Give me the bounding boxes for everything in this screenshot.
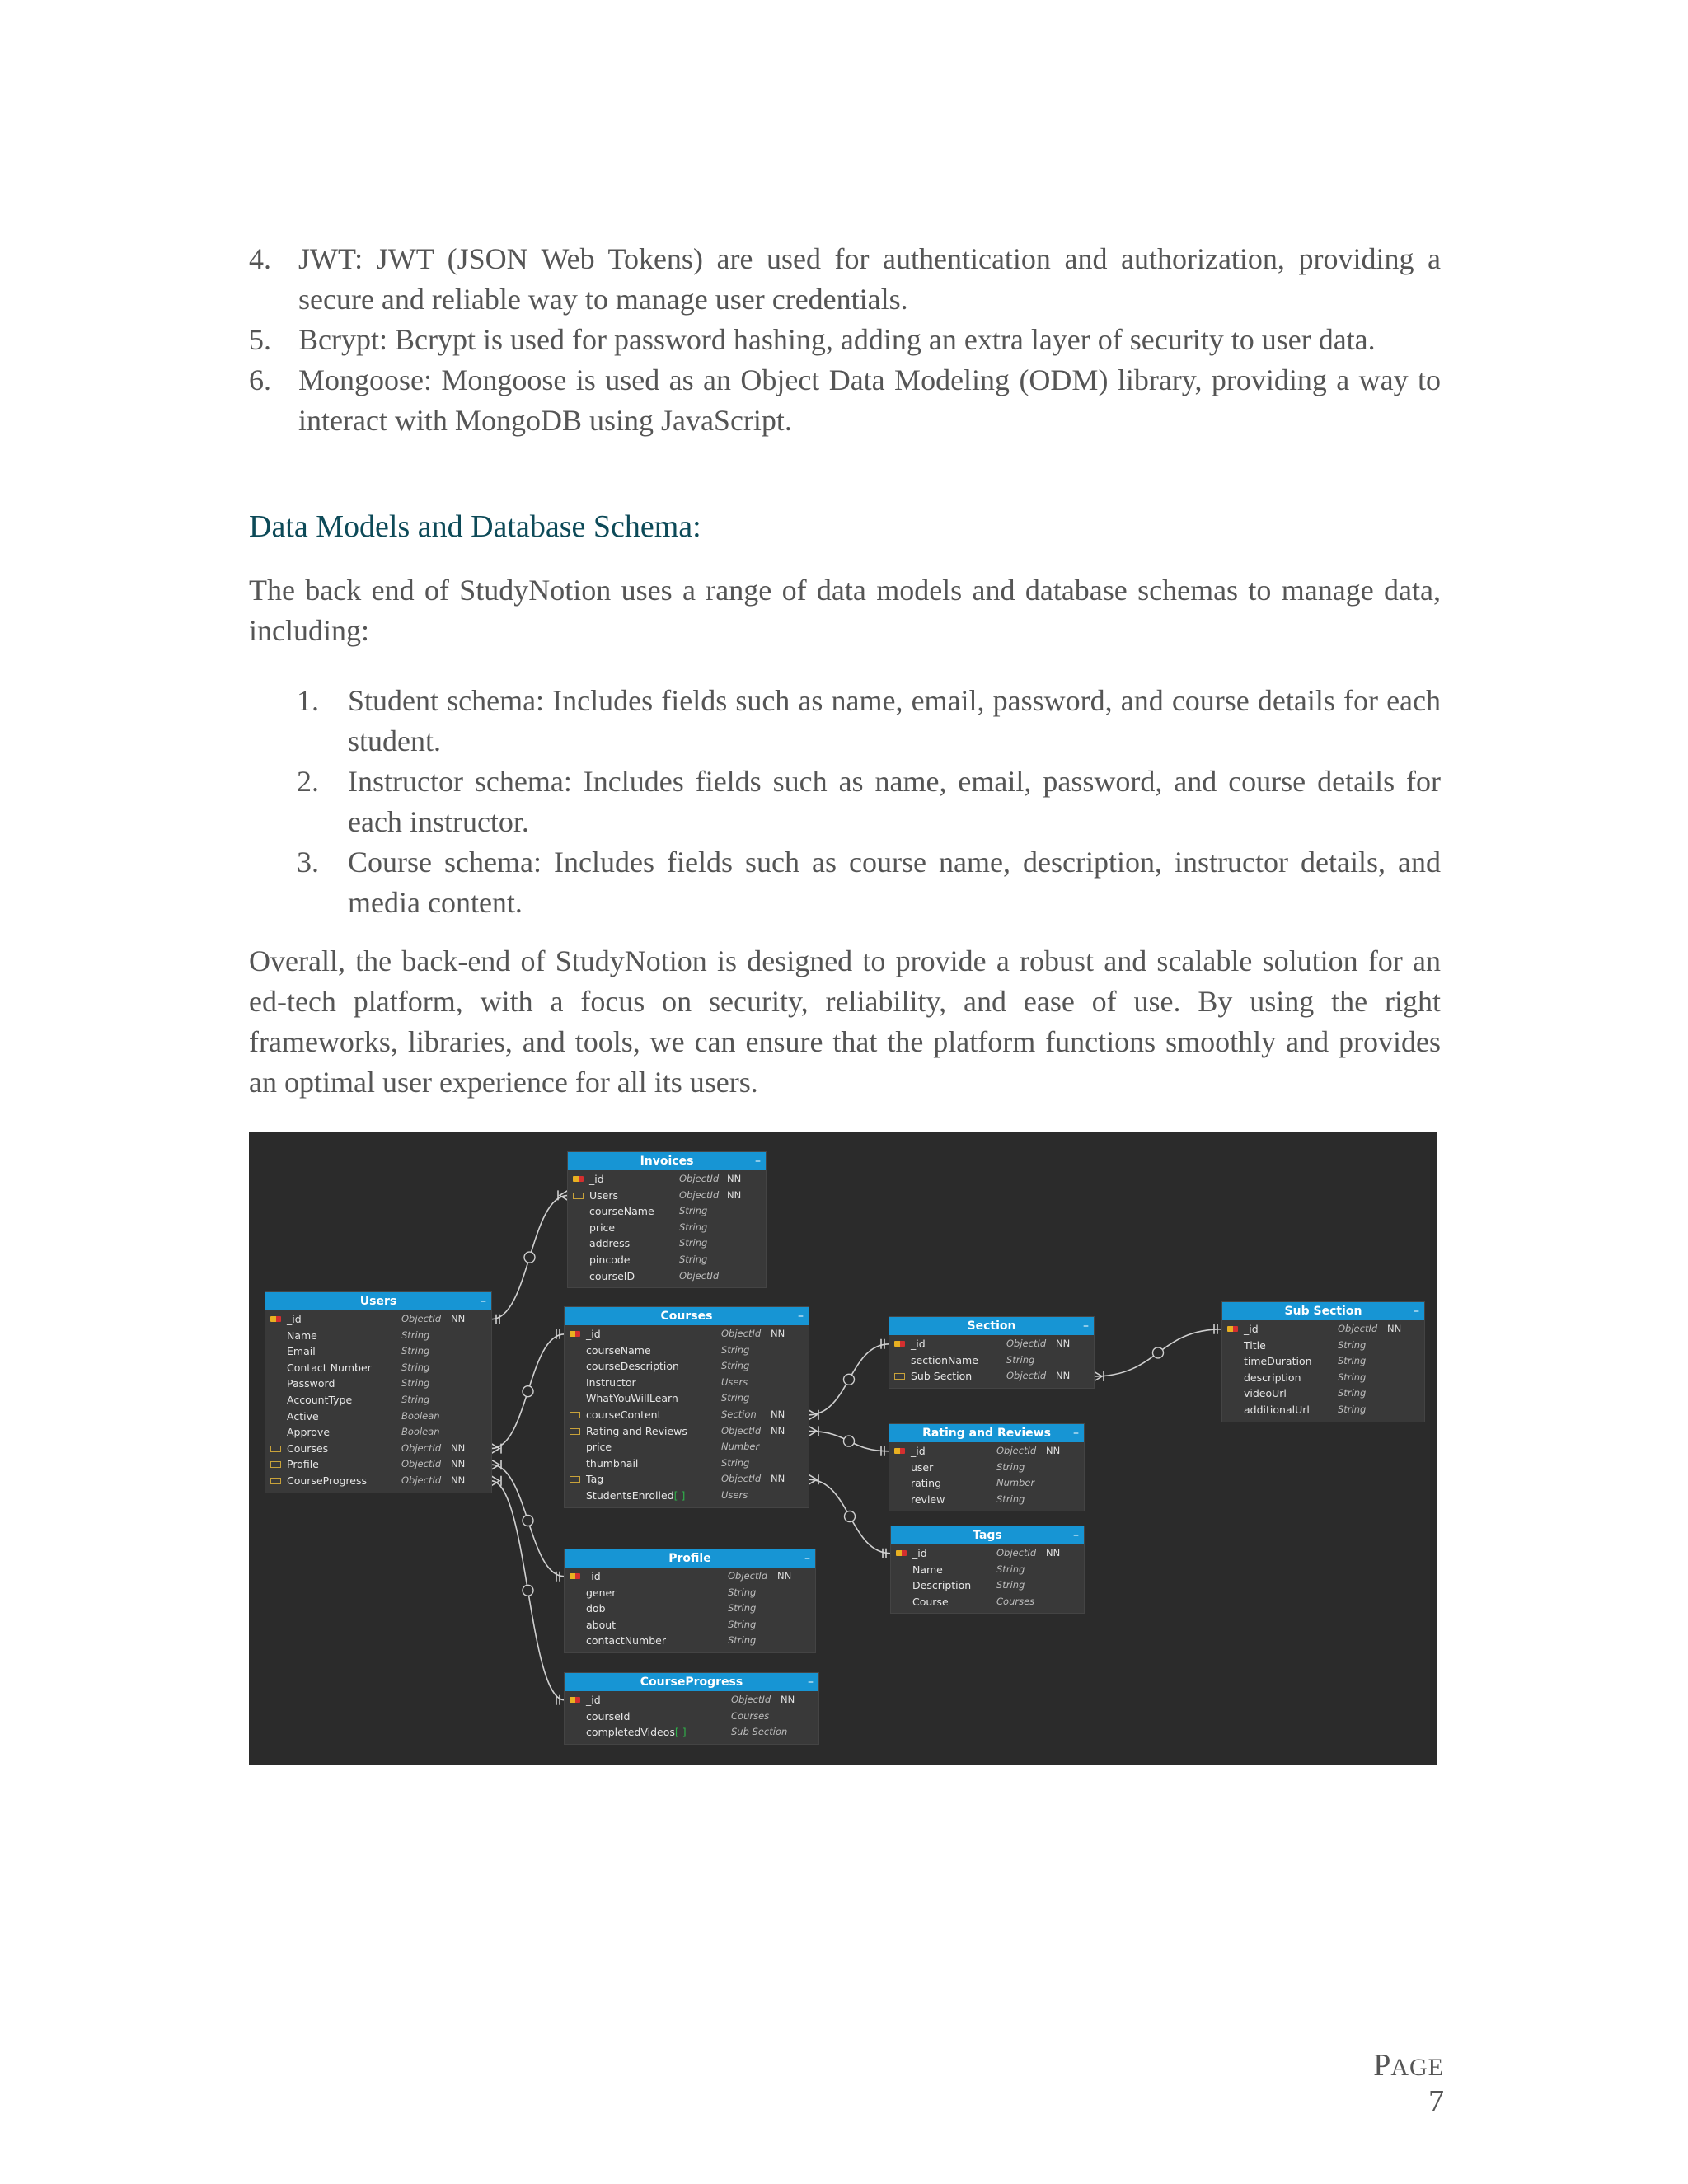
field-row[interactable] (565, 1585, 815, 1601)
field-type: Number (721, 1441, 760, 1453)
not-null-flag: NN (1387, 1323, 1402, 1334)
field-type: Courses (731, 1709, 770, 1722)
field-row[interactable] (891, 1577, 1084, 1594)
field-row[interactable] (265, 1360, 491, 1376)
not-null-flag: NN (781, 1694, 795, 1705)
field-name: Name (287, 1329, 317, 1342)
field-row[interactable] (568, 1220, 766, 1236)
field-type: String (679, 1237, 708, 1249)
section-heading: Data Models and Database Schema: (249, 509, 701, 544)
field-name: additionalUrl (1244, 1403, 1310, 1416)
foreign-key-icon (573, 1193, 584, 1199)
field-row[interactable] (265, 1424, 491, 1441)
field-name: pincode (589, 1253, 631, 1266)
entity-header[interactable] (889, 1317, 1094, 1335)
not-null-flag: NN (1056, 1370, 1071, 1382)
entity-users[interactable] (265, 1292, 491, 1493)
entity-courses[interactable] (565, 1307, 809, 1507)
not-null-flag: NN (727, 1188, 742, 1201)
not-null-flag: NN (451, 1458, 466, 1470)
not-null-flag: NN (771, 1473, 785, 1485)
field-type: ObjectId (401, 1313, 442, 1324)
foreign-key-icon (570, 1476, 580, 1483)
not-null-flag: NN (451, 1441, 466, 1454)
cardinality-marker (523, 1585, 533, 1596)
minimize-icon[interactable]: – (1073, 1529, 1079, 1542)
entity-title: Sub Section (1284, 1305, 1362, 1318)
field-type: String (1338, 1338, 1367, 1351)
field-row[interactable] (891, 1545, 1084, 1562)
field-list (565, 1568, 815, 1652)
field-name: contactNumber (586, 1634, 666, 1647)
primary-key-icon (570, 1573, 580, 1579)
field-name: Approve (287, 1426, 331, 1439)
field-type: Courses (996, 1595, 1035, 1607)
primary-key-icon (1227, 1326, 1238, 1332)
field-type: String (401, 1361, 430, 1373)
field-list (891, 1544, 1084, 1613)
field-row[interactable] (265, 1311, 491, 1328)
field-name: Password (287, 1377, 335, 1390)
field-type: String (721, 1343, 750, 1356)
field-row[interactable] (265, 1343, 491, 1360)
field-name: _id (911, 1445, 926, 1457)
field-name: courseContent (586, 1408, 662, 1421)
field-type: String (996, 1460, 1025, 1473)
field-name: _id (287, 1313, 302, 1325)
field-type: String (679, 1221, 708, 1233)
field-row[interactable] (565, 1439, 809, 1455)
field-row[interactable] (889, 1443, 1084, 1460)
er-diagram (249, 1132, 1437, 1765)
field-name: review (911, 1493, 945, 1506)
minimize-icon[interactable]: – (1414, 1305, 1419, 1318)
field-type: String (401, 1393, 430, 1405)
entity-courseprogress[interactable] (565, 1673, 818, 1744)
field-row[interactable] (565, 1488, 809, 1504)
field-name: price (586, 1441, 612, 1454)
entity-title: Invoices (640, 1155, 694, 1168)
minimize-icon[interactable]: – (481, 1295, 486, 1308)
field-name: description (1244, 1371, 1301, 1384)
field-row[interactable] (889, 1460, 1084, 1476)
field-row[interactable] (891, 1562, 1084, 1578)
primary-key-icon (570, 1331, 580, 1337)
field-row[interactable] (565, 1617, 815, 1633)
list-item: 5. Bcrypt: Bcrypt is used for password hashing, adding an extra layer of security to user data. (249, 323, 1376, 356)
cardinality-marker (524, 1252, 535, 1263)
field-type: String (679, 1205, 708, 1217)
minimize-icon[interactable]: – (804, 1552, 810, 1565)
field-type: String (721, 1360, 750, 1372)
entity-header[interactable] (565, 1307, 809, 1325)
relationship-line (496, 1315, 499, 1324)
field-name: Rating and Reviews (586, 1424, 687, 1437)
summary-paragraph: Overall, the back-end of StudyNotion is designed to provide a robust and scalable solution for an ed-tech platform, with a focus on security, reliability, and ease of use. By using the right frameworks, libraries, and tools, we can ensure that the platform functions smoothly and provides an optimal user experience for all its users. (249, 944, 1441, 1099)
field-row[interactable] (1222, 1321, 1424, 1338)
field-row[interactable] (565, 1455, 809, 1472)
field-name: _id (912, 1547, 927, 1559)
field-list (889, 1442, 1084, 1511)
not-null-flag: NN (771, 1408, 785, 1420)
field-name: videoUrl (1244, 1387, 1287, 1400)
field-name: gener (586, 1586, 617, 1599)
field-name: _id (586, 1694, 601, 1706)
field-type: ObjectId (401, 1441, 442, 1454)
field-row[interactable] (889, 1352, 1094, 1369)
entity-tags[interactable] (891, 1526, 1084, 1613)
field-type: Section (721, 1408, 757, 1420)
list-item: 1. Student schema: Includes fields such as name, email, password, and course details for each student. (297, 684, 1441, 757)
field-type: String (721, 1392, 750, 1404)
entity-title: Section (967, 1319, 1016, 1333)
field-row[interactable] (891, 1594, 1084, 1610)
field-name: courseDescription (586, 1360, 679, 1373)
field-type: String (1006, 1353, 1035, 1366)
field-row[interactable] (565, 1407, 809, 1423)
field-type: Boolean (401, 1409, 440, 1422)
field-type: ObjectId (1006, 1370, 1047, 1382)
not-null-flag: NN (1046, 1547, 1061, 1558)
array-bracket: [ ] (674, 1726, 687, 1739)
field-type: String (728, 1602, 757, 1615)
entity-title: CourseProgress (640, 1675, 743, 1689)
field-type: ObjectId (679, 1269, 720, 1282)
field-type: String (401, 1377, 430, 1390)
field-type: ObjectId (996, 1445, 1037, 1456)
primary-key-icon (570, 1697, 580, 1703)
field-row[interactable] (565, 1708, 818, 1725)
entity-title: Tags (973, 1529, 1002, 1542)
entity-header[interactable] (565, 1549, 815, 1568)
minimize-icon[interactable]: – (1073, 1427, 1079, 1440)
foreign-key-icon (570, 1428, 580, 1435)
field-row[interactable] (565, 1568, 815, 1585)
field-name: _id (589, 1173, 604, 1185)
foreign-key-icon (894, 1373, 905, 1380)
relationship-line (556, 1572, 560, 1582)
field-type: ObjectId (679, 1188, 720, 1201)
entity-invoices[interactable] (568, 1152, 766, 1287)
field-type: Users (721, 1488, 748, 1501)
field-row[interactable] (568, 1171, 766, 1188)
field-name: courseName (586, 1343, 651, 1357)
field-type: String (1338, 1371, 1367, 1383)
field-name: completedVideos[ ] (586, 1726, 687, 1739)
cardinality-marker (844, 1374, 855, 1385)
field-name: timeDuration (1244, 1355, 1312, 1368)
field-type: String (728, 1586, 757, 1598)
list-item: 2. Instructor schema: Includes fields such as name, email, password, and course details for each instructor. (297, 765, 1441, 838)
field-row[interactable] (889, 1475, 1084, 1492)
field-row[interactable] (889, 1492, 1084, 1508)
field-list (889, 1335, 1094, 1388)
field-row[interactable] (568, 1268, 766, 1285)
relationship-line (881, 1339, 884, 1349)
entity-header[interactable] (1222, 1302, 1424, 1320)
list-item: 6. Mongoose: Mongoose is used as an Object Data Modeling (ODM) library, providing a way to interact with MongoDB using JavaScript. (249, 363, 1441, 437)
field-type: Sub Section (731, 1726, 788, 1738)
field-name: StudentsEnrolled[ ] (586, 1488, 686, 1502)
field-name: thumbnail (586, 1456, 639, 1469)
schema-list (297, 681, 1441, 923)
page-number: PAGE 7 (1373, 2048, 1444, 2119)
foreign-key-icon (270, 1478, 281, 1484)
field-row[interactable] (568, 1203, 766, 1220)
not-null-flag: NN (1056, 1338, 1071, 1349)
field-type: String (1338, 1403, 1367, 1415)
minimize-icon[interactable]: – (1083, 1319, 1089, 1333)
field-name: about (586, 1618, 617, 1631)
field-row[interactable] (568, 1252, 766, 1268)
field-type: ObjectId (721, 1328, 762, 1339)
field-name: sectionName (911, 1353, 978, 1366)
foreign-key-icon (270, 1446, 281, 1452)
field-row[interactable] (565, 1724, 818, 1741)
field-row[interactable] (889, 1368, 1094, 1385)
field-type: ObjectId (731, 1694, 771, 1705)
field-name: _id (586, 1328, 601, 1340)
field-row[interactable] (889, 1336, 1094, 1352)
foreign-key-icon (570, 1412, 580, 1418)
field-row[interactable] (568, 1188, 766, 1204)
minimize-icon[interactable]: – (755, 1155, 761, 1168)
technology-list (249, 239, 1441, 441)
cardinality-marker (844, 1436, 855, 1446)
field-row[interactable] (1222, 1385, 1424, 1402)
entity-section[interactable] (889, 1317, 1094, 1388)
field-name: dob (586, 1602, 606, 1615)
field-type: String (996, 1493, 1025, 1505)
field-row[interactable] (565, 1358, 809, 1375)
field-row[interactable] (265, 1328, 491, 1344)
field-type: ObjectId (996, 1547, 1037, 1558)
not-null-flag: NN (1046, 1445, 1061, 1456)
field-list (1222, 1320, 1424, 1422)
field-type: ObjectId (1006, 1338, 1047, 1349)
field-type: Users (721, 1376, 748, 1388)
cardinality-marker (1153, 1347, 1164, 1358)
field-row[interactable] (265, 1473, 491, 1489)
field-row[interactable] (565, 1601, 815, 1617)
field-type: ObjectId (721, 1473, 762, 1485)
field-name: Email (287, 1345, 316, 1358)
primary-key-icon (573, 1176, 584, 1182)
primary-key-icon (270, 1316, 281, 1322)
entity-title: Rating and Reviews (922, 1427, 1051, 1440)
primary-key-icon (894, 1448, 905, 1454)
field-row[interactable] (265, 1376, 491, 1392)
field-row[interactable] (1222, 1338, 1424, 1354)
cardinality-marker (523, 1516, 533, 1526)
field-name: Name (912, 1563, 943, 1576)
list-item: 3. Course schema: Includes fields such as course name, description, instructor details, and media content. (297, 846, 1441, 919)
field-name: Contact Number (287, 1361, 372, 1374)
field-name: address (589, 1237, 631, 1250)
entity-title: Users (359, 1295, 397, 1308)
field-row[interactable] (265, 1456, 491, 1473)
field-type: Number (996, 1477, 1035, 1489)
field-name: Active (287, 1409, 319, 1422)
entity-header[interactable] (565, 1673, 818, 1691)
relationship-line (556, 1329, 560, 1339)
field-name: courseId (586, 1709, 631, 1722)
field-list (568, 1170, 766, 1287)
entity-title: Profile (668, 1552, 711, 1565)
field-name: Courses (287, 1441, 329, 1455)
field-list (565, 1691, 818, 1744)
field-name: courseName (589, 1205, 654, 1218)
field-type: String (996, 1579, 1025, 1591)
entity-header[interactable] (891, 1526, 1084, 1544)
field-row[interactable] (1222, 1353, 1424, 1370)
field-name: Tag (586, 1473, 604, 1486)
list-item: 4. JWT: JWT (JSON Web Tokens) are used for authentication and authorization, providing a secure and reliable way to manage user credentials. (249, 242, 1441, 316)
field-name: _id (586, 1570, 601, 1582)
not-null-flag: NN (777, 1570, 792, 1582)
field-type: ObjectId (1338, 1323, 1378, 1334)
field-name: _id (911, 1338, 926, 1350)
field-name: price (589, 1221, 616, 1234)
entity-header[interactable] (889, 1424, 1084, 1442)
field-name: courseID (589, 1269, 635, 1282)
field-name: AccountType (287, 1393, 353, 1406)
field-type: String (721, 1456, 750, 1469)
field-row[interactable] (568, 1235, 766, 1252)
field-row[interactable] (265, 1408, 491, 1425)
field-row[interactable] (565, 1375, 809, 1391)
field-row[interactable] (565, 1423, 809, 1440)
field-type: String (728, 1618, 757, 1630)
field-name: Description (912, 1579, 972, 1592)
primary-key-icon (896, 1550, 907, 1556)
field-name: Sub Section (911, 1370, 973, 1383)
field-type: ObjectId (721, 1424, 762, 1436)
relationship-line (883, 1549, 886, 1558)
field-name: Title (1244, 1338, 1266, 1352)
field-row[interactable] (565, 1633, 815, 1649)
field-row[interactable] (265, 1441, 491, 1457)
minimize-icon[interactable]: – (808, 1675, 814, 1689)
field-row[interactable] (265, 1392, 491, 1408)
array-bracket: [ ] (673, 1488, 686, 1502)
field-name: WhatYouWillLearn (586, 1392, 678, 1405)
field-type: ObjectId (679, 1173, 720, 1184)
entity-header[interactable] (568, 1152, 766, 1170)
field-type: String (728, 1634, 757, 1647)
not-null-flag: NN (451, 1313, 466, 1324)
entity-header[interactable] (265, 1292, 491, 1310)
entity-subsection[interactable] (1222, 1302, 1424, 1422)
entity-title: Courses (660, 1310, 713, 1323)
not-null-flag: NN (451, 1474, 466, 1486)
not-null-flag: NN (771, 1328, 785, 1339)
field-row[interactable] (565, 1471, 809, 1488)
field-name: _id (1244, 1323, 1259, 1335)
not-null-flag: NN (727, 1173, 742, 1184)
intro-paragraph: The back end of StudyNotion uses a range of data models and database schemas to manage data, including: (249, 574, 1441, 647)
field-type: ObjectId (401, 1458, 442, 1470)
entity-rating[interactable] (889, 1424, 1084, 1511)
minimize-icon[interactable]: – (798, 1310, 804, 1323)
field-name: Profile (287, 1458, 319, 1471)
field-row[interactable] (565, 1343, 809, 1359)
primary-key-icon (894, 1341, 905, 1347)
field-type: String (401, 1329, 430, 1341)
foreign-key-icon (270, 1461, 281, 1468)
field-type: ObjectId (401, 1474, 442, 1486)
field-name: rating (911, 1477, 942, 1490)
field-type: String (996, 1563, 1025, 1575)
field-name: Instructor (586, 1376, 636, 1389)
field-type: String (1338, 1387, 1367, 1399)
field-list (565, 1325, 809, 1507)
field-type: String (679, 1253, 708, 1265)
field-row[interactable] (565, 1692, 818, 1708)
field-name: Course (912, 1595, 949, 1608)
field-type: String (1338, 1355, 1367, 1367)
field-type: Boolean (401, 1426, 440, 1438)
field-name: user (911, 1460, 934, 1474)
field-type: String (401, 1345, 430, 1357)
field-name: Users (589, 1188, 619, 1202)
entity-profile[interactable] (565, 1549, 815, 1652)
field-row[interactable] (565, 1326, 809, 1343)
not-null-flag: NN (771, 1424, 785, 1436)
field-name: CourseProgress (287, 1474, 367, 1487)
field-row[interactable] (1222, 1402, 1424, 1418)
cardinality-marker (523, 1386, 533, 1397)
field-row[interactable] (565, 1390, 809, 1407)
field-row[interactable] (1222, 1370, 1424, 1386)
cardinality-marker (845, 1511, 856, 1522)
field-list (265, 1310, 491, 1493)
field-type: ObjectId (728, 1570, 768, 1582)
